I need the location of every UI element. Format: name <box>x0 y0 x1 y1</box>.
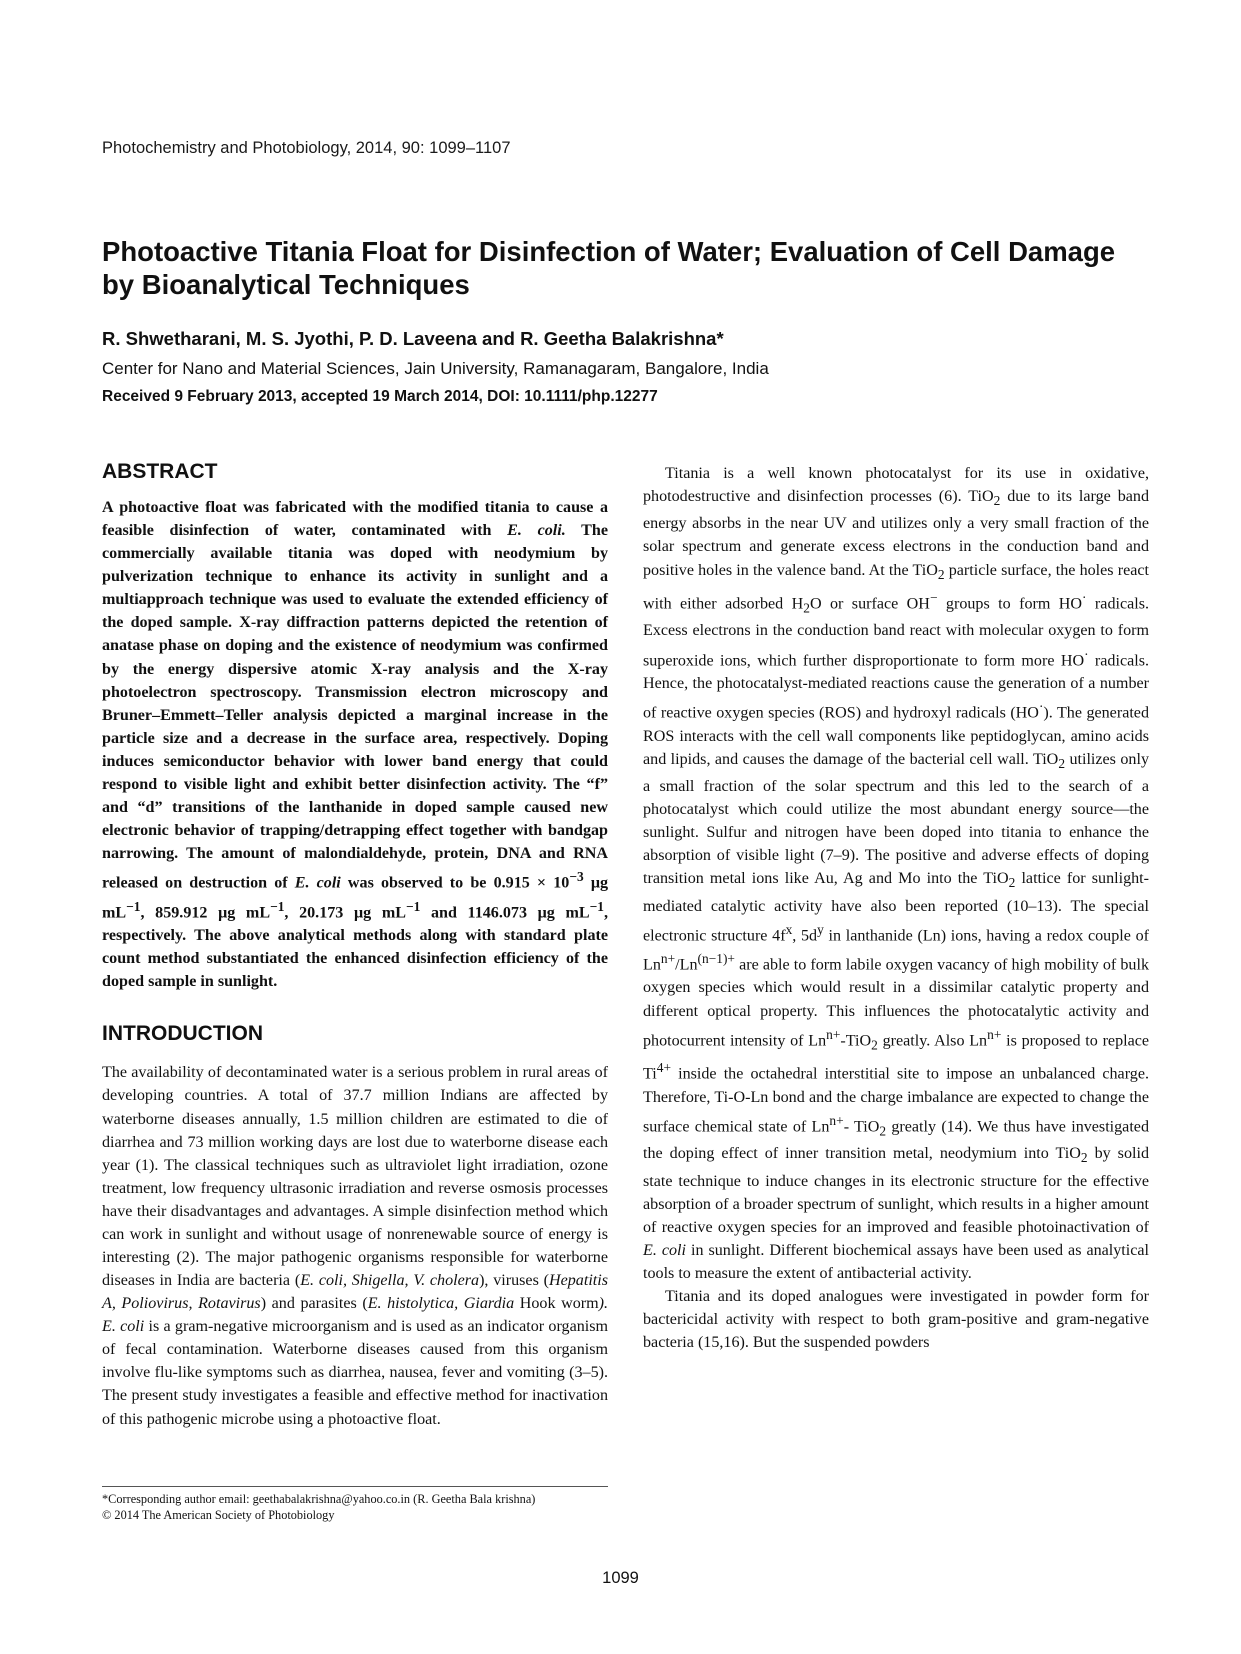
intro-paragraph-1 <box>102 1061 608 1430</box>
text-segment: in lanthanide (Ln) ions, having a redox couple of Ln <box>643 926 1150 974</box>
abstract-text-segment: was observed to be 0.915 × 10 <box>340 874 570 892</box>
superscript: −1 <box>405 898 421 914</box>
subscript: 2 <box>1080 1150 1088 1166</box>
intro-paragraph-2 <box>643 462 1149 1285</box>
text-segment: in sunlight. Different biochemical assays have been used as analytical tools to measure the extent of antibacterial activity. <box>643 1241 1149 1283</box>
superscript: −1 <box>126 898 141 914</box>
text-segment: greatly. Also Ln <box>877 1031 988 1049</box>
abstract-text-segment: The commercially available titania was doped with neodymium by pulverization technique to enhance its activity in sunlight and a multiapproach technique was used to evaluate the extended efficiency of the doped sample. X-ray diffraction patterns depicted the retention of anatase phase on doping and the existence of neodymium was confirmed by the energy dispersive atomic X-ray analysis and the X-ray photoelectron spectroscopy. Transmission electron microscopy and Bruner–Emmett–Teller analysis depicted a marginal increase in the particle size and a decrease in the surface area, respectively. Doping induces semiconductor behavior with lower band energy that could respond to visible light and exhibit better disinfection activity. The “f” and “d” transitions of the lanthanide in doped sample caused new electronic behavior of trapping/detrapping effect together with bandgap narrowing. The amount of malondialdehyde, protein, DNA and RNA released on destruction of <box>102 522 608 892</box>
superscript: −1 <box>589 898 604 914</box>
superscript: 4+ <box>656 1060 672 1076</box>
abstract-species-name: E. coli. <box>507 522 566 540</box>
species-name: E. histolytica, Giardia <box>367 1295 515 1313</box>
superscript: x <box>785 921 793 937</box>
subscript: 2 <box>871 1037 878 1053</box>
text-segment: is a gram-negative microorganism and is used as an indicator organism of fecal contamination. Waterborne diseases caused from this organism involve flu-like symptoms such as diarrhea, nausea, fever and vomiting (3–5). The present study investigates a feasible and effective method for inactivation of this pathogenic microbe using a photoactive float. <box>102 1318 609 1428</box>
abstract-text-segment: μg mL <box>102 874 608 922</box>
abstract-text-segment: , 20.173 μg mL <box>284 904 406 922</box>
author-list: R. Shwetharani, M. S. Jyothi, P. D. Laveena and R. Geetha Balakrishna* <box>102 328 724 349</box>
abstract-text-segment: , respectively. The above analytical methods along with standard plate count method substantiated the enhanced disinfection efficiency of the doped sample in sunlight. <box>102 904 608 991</box>
page-number: 1099 <box>602 1569 639 1587</box>
affiliation: Center for Nano and Material Sciences, Jain University, Ramanagaram, Bangalore, India <box>102 359 769 378</box>
text-segment: is proposed to replace Ti <box>643 1031 1150 1083</box>
superscript: n+ <box>987 1026 1002 1042</box>
abstract-text <box>102 496 608 993</box>
text-segment: , 5d <box>792 926 818 944</box>
text-segment: due to its large band energy absorbs in the near UV and utilizes only a very small fraction of the solar spectrum and generate excess electrons in the conduction band and positive holes in the valence band. At the TiO <box>643 488 1149 579</box>
subscript: 2 <box>1058 755 1066 771</box>
text-segment: -TiO <box>840 1031 872 1049</box>
species-name: E. coli <box>643 1241 686 1259</box>
superscript: · <box>1082 589 1087 605</box>
footnote <box>102 1486 608 1523</box>
subscript: 2 <box>803 600 810 616</box>
received-dates: Received 9 February 2013, accepted 19 March 2014, DOI: 10.1111/php.12277 <box>102 388 658 405</box>
superscript: · <box>1084 646 1089 662</box>
text-segment: /Ln <box>675 956 698 974</box>
text-segment: ), viruses ( <box>479 1272 549 1290</box>
abstract-text-segment: , 859.912 μg mL <box>140 904 271 922</box>
subscript: 2 <box>1008 875 1016 891</box>
superscript: − <box>929 589 938 605</box>
abstract-species-name: E. coli <box>294 874 341 892</box>
abstract-text-segment: and 1146.073 μg mL <box>420 904 590 922</box>
text-segment: ). <box>598 1295 609 1313</box>
superscript: −1 <box>270 898 285 914</box>
text-segment: O or surface OH <box>809 595 930 613</box>
text-segment: The availability of decontaminated water is a serious problem in rural areas of developing countries. A total of 37.7 million Indians are affected by waterborne diseases annually, 1.5 million children are estimated to die of diarrhea and 73 million working days are lost due to waterborne disease each year (1). The classical techniques such as ultraviolet light irradiation, ozone treatment, low frequency ultrasonic irradiation and reverse osmosis processes have their disadvantages and advantages. A simple disinfection method which can work in sunlight and without usage of nonrenewable source of energy is interesting (2). The major pathogenic organisms responsible for waterborne diseases in India are bacteria ( <box>102 1064 608 1290</box>
text-segment: ) and parasites ( <box>260 1295 368 1313</box>
text-segment: radicals. Excess electrons in the conduction band react with molecular oxygen to form superoxide ions, which further disproportionate to form more HO <box>643 595 1150 669</box>
introduction-heading: INTRODUCTION <box>102 1022 263 1046</box>
subscript: 2 <box>879 1123 887 1139</box>
text-segment: utilizes only a small fraction of the solar spectrum and this led to the search of a photocatalyst which could utilize the most abundant energy source—the sunlight. Sulfur and nitrogen have been doped into titania to enhance the absorption of visible light (7–9). The positive and adverse effects of doping transition metal ions like Au, Ag and Mo into the TiO <box>643 750 1149 888</box>
abstract-heading: ABSTRACT <box>102 460 218 483</box>
subscript: 2 <box>993 493 1001 509</box>
article-title: Photoactive Titania Float for Disinfection of Water; Evaluation of Cell Damage by Bioanalytical Techniques <box>102 236 1116 300</box>
copyright-notice: © 2014 The American Society of Photobiology <box>102 1507 335 1522</box>
species-name: Hepatitis A, Poliovirus, Rotavirus <box>102 1272 609 1313</box>
journal-citation: Photochemistry and Photobiology, 2014, 90: 1099–1107 <box>102 139 511 157</box>
superscript: y <box>817 921 824 937</box>
text-segment: greatly (14). We thus have investigated the doping effect of inner transition metal, neodymium into TiO <box>643 1118 1149 1163</box>
corresponding-author-note: *Corresponding author email: geethabalakrishna@yahoo.co.in (R. Geetha Bala krishna) <box>102 1492 536 1506</box>
superscript: n+ <box>826 1026 841 1042</box>
species-name: E. coli <box>102 1318 145 1336</box>
text-segment: lattice for sunlight-mediated catalytic activity have also been reported (10–13). The special electronic structure 4f <box>643 870 1150 944</box>
superscript: n+ <box>829 1112 844 1128</box>
left-column <box>102 459 608 1431</box>
subscript: 2 <box>937 566 945 582</box>
text-segment: particle surface, the holes react with either adsorbed H <box>643 561 1149 613</box>
text-segment: are able to form labile oxygen vacancy of high mobility of bulk oxygen species which would result in a dissimilar catalytic property and different optical property. This influences the photocatalytic activity and photocurrent intensity of Ln <box>643 956 1149 1049</box>
text-segment: Hook worm <box>514 1295 599 1313</box>
text-segment: radicals. Hence, the photocatalyst-mediated reactions cause the generation of a number of reactive oxygen species (ROS) and hydroxyl radicals (HO <box>643 651 1149 722</box>
right-column <box>643 462 1149 1354</box>
superscript: −3 <box>569 869 584 885</box>
superscript: · <box>1038 699 1044 715</box>
text-segment: - TiO <box>843 1118 880 1136</box>
text-segment: groups to form HO <box>937 595 1083 613</box>
text-segment: Titania is a well known photocatalyst for its use in oxidative, photodestructive and disinfection processes (6). TiO <box>643 465 1149 506</box>
intro-paragraph-3: Titania and its doped analogues were investigated in powder form for bactericidal activity with respect to both gram-positive and gram-negative bacteria (15,16). But the suspended powders <box>643 1288 1149 1352</box>
species-name: E. coli, Shigella, V. cholera <box>300 1272 480 1290</box>
superscript: n+ <box>660 951 676 967</box>
abstract-text-segment: A photoactive float was fabricated with the modified titania to cause a feasible disinfection of water, contaminated with <box>102 499 608 540</box>
text-segment: inside the octahedral interstitial site to impose an unbalanced charge. Therefore, Ti-O-Ln bond and the charge imbalance are expected to change the surface chemical state of Ln <box>643 1065 1149 1136</box>
text-segment: ). The generated ROS interacts with the cell wall components like peptidoglycan, amino acids and lipids, and causes the damage of the bacterial cell wall. TiO <box>643 704 1149 768</box>
superscript: (n−1)+ <box>697 951 735 967</box>
text-segment: by solid state technique to induce changes in its electronic structure for the effective absorption of a broader spectrum of sunlight, which results in a higher amount of reactive oxygen species for an improved and feasible photoinactivation of <box>643 1145 1149 1236</box>
